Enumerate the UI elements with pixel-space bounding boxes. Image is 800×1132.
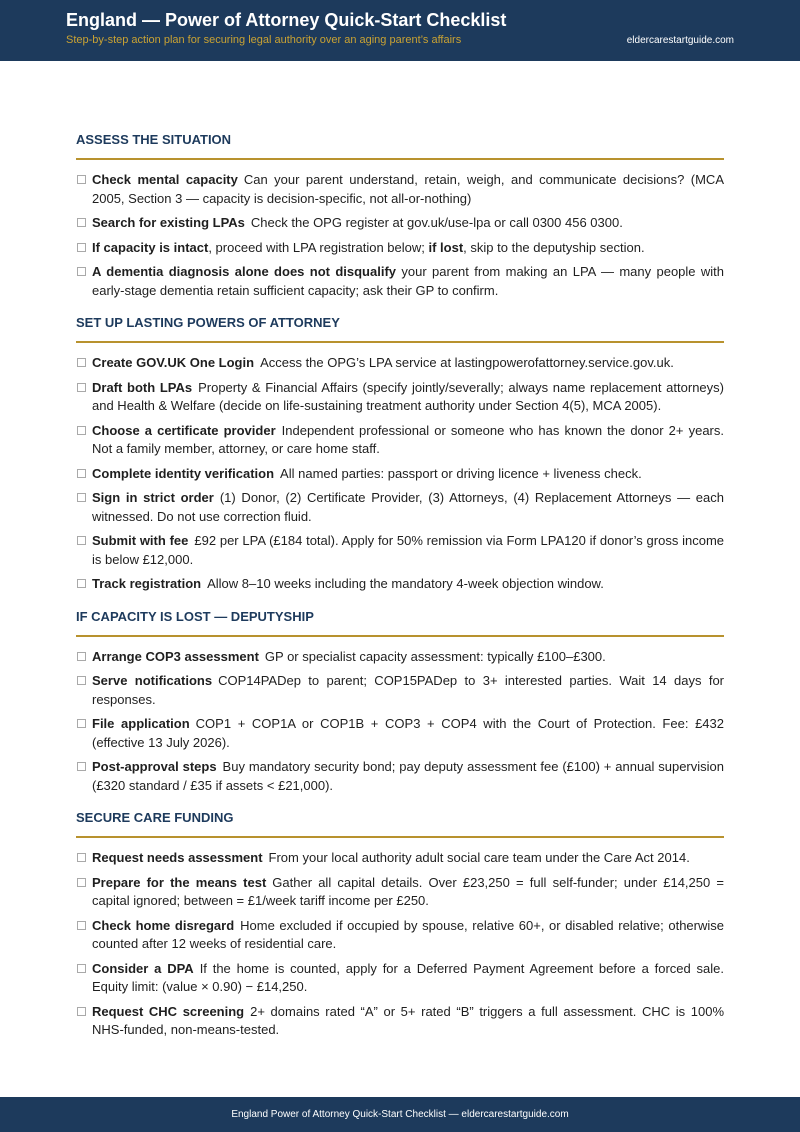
item-lead: Choose a certificate provider	[92, 422, 276, 438]
item-text: COP14PADep to parent; COP15PADep to 3+ interested parties. Wait 14 days for responses.	[92, 673, 725, 707]
checklist-item	[76, 239, 724, 258]
site-url[interactable]: eldercarestartguide.com	[626, 35, 734, 46]
item-text: 2+ domains rated “A” or 5+ rated “B” triggers a full assessment. CHC is 100% NHS-funded, non-means-tested.	[92, 1003, 725, 1037]
item-text: COP1 + COP1A or COP1B + COP3 + COP4 with the Court of Protection. Fee: £432 (effective 13 July 2026).	[92, 716, 725, 750]
item-lead: Search for existing LPAs	[92, 215, 245, 230]
checklist-item	[76, 648, 724, 667]
checkbox[interactable]	[77, 853, 86, 862]
checkbox[interactable]	[77, 267, 86, 276]
checkbox[interactable]	[77, 652, 86, 661]
item-lead: Check mental capacity	[92, 172, 238, 187]
item-lead: Prepare for the means test	[92, 874, 267, 890]
page-header	[0, 0, 800, 61]
item-lead: Consider a DPA	[92, 960, 194, 976]
checkbox[interactable]	[77, 358, 86, 367]
checklist-item	[76, 758, 724, 795]
checklist-content	[76, 131, 724, 1054]
page-subtitle: Step-by-step action plan for securing legal authority over an aging parent’s affairs	[66, 34, 462, 46]
item-lead: Request needs assessment	[92, 850, 263, 865]
item-text: From your local authority adult social care team under the Care Act 2014.	[268, 850, 690, 865]
item-lead: A dementia diagnosis alone does not disqualify	[92, 264, 397, 279]
item-text: Independent professional or someone who has known the donor 2+ years. Not a family member, attorney, or care home staff.	[92, 422, 724, 456]
item-lead: Sign in strict order	[92, 490, 214, 505]
checklist-item	[76, 672, 724, 709]
checkbox[interactable]	[77, 536, 86, 545]
item-lead: If capacity is intact	[92, 239, 209, 255]
checkbox[interactable]	[77, 426, 86, 435]
checkbox[interactable]	[77, 175, 86, 184]
item-lead: Check home disregard	[92, 917, 235, 933]
checklist-item	[76, 715, 724, 752]
item-text: , proceed with LPA registration below;	[208, 239, 425, 255]
checkbox[interactable]	[77, 964, 86, 973]
checklist-item	[76, 422, 724, 459]
item-text: Can your parent understand, retain, weigh, and communicate decisions? (MCA 2005, Section 3 — capacity is decision-specific, not all-or-nothing)	[92, 172, 724, 206]
section-deputyship	[76, 608, 724, 796]
checkbox[interactable]	[77, 676, 86, 685]
checklist-item	[76, 849, 724, 868]
checklist-item	[76, 960, 724, 997]
checkbox[interactable]	[77, 579, 86, 588]
section-title: IF CAPACITY IS LOST — DEPUTYSHIP	[76, 608, 724, 637]
checkbox[interactable]	[77, 383, 86, 392]
item-lead: Serve notifications	[92, 673, 213, 688]
item-text: £92 per LPA (£184 total). Apply for 50% remission via Form LPA120 if donor’s gross income is below £12,000.	[92, 533, 725, 567]
page-footer: England Power of Attorney Quick-Start Checklist — eldercarestartguide.com	[0, 1097, 800, 1132]
item-lead: Track registration	[92, 576, 202, 591]
item-text: Allow 8–10 weeks including the mandatory 4-week objection window.	[207, 576, 604, 591]
item-text: Check the OPG register at gov.uk/use-lpa or call 0300 456 0300.	[250, 215, 623, 230]
section-title: SET UP LASTING POWERS OF ATTORNEY	[76, 314, 724, 343]
checkbox[interactable]	[77, 719, 86, 728]
checklist-item	[76, 263, 724, 300]
checkbox[interactable]	[77, 762, 86, 771]
item-lead: Post-approval steps	[92, 759, 217, 774]
checklist-item	[76, 354, 724, 373]
checklist-item	[76, 379, 724, 416]
item-lead-secondary: if lost	[428, 239, 464, 255]
checklist-item	[76, 214, 724, 233]
checkbox[interactable]	[77, 493, 86, 502]
checklist-item	[76, 465, 724, 484]
checkbox[interactable]	[77, 1007, 86, 1016]
item-lead: Complete identity verification	[92, 465, 275, 481]
item-lead: File application	[92, 716, 190, 731]
checkbox[interactable]	[77, 243, 86, 252]
page-title: England — Power of Attorney Quick-Start Checklist	[66, 10, 507, 30]
item-text: Property & Financial Affairs (specify jointly/severally; always name replacement attorneys) and Health & Welfare (decide on life-sustaining treatment authority under Section 4(5), MCA 2005).	[92, 379, 724, 413]
item-text: Buy mandatory security bond; pay deputy assessment fee (£100) + annual supervision (£320 standard / £35 if assets < £21,000).	[92, 759, 724, 793]
item-lead: Draft both LPAs	[92, 379, 193, 395]
section-lpa	[76, 314, 724, 594]
checklist-item	[76, 532, 724, 569]
section-title: SECURE CARE FUNDING	[76, 809, 724, 838]
checklist-item	[76, 1003, 724, 1040]
checklist-item	[76, 171, 724, 208]
item-text: (1) Donor, (2) Certificate Provider, (3) Attorneys, (4) Replacement Attorneys — each witnessed. Do not use correction fluid.	[92, 490, 724, 524]
checkbox[interactable]	[77, 878, 86, 887]
item-text: Gather all capital details. Over £23,250 = full self-funder; under £14,250 = capital ignored; between = £1/week tariff income per £250.	[92, 874, 724, 908]
checkbox[interactable]	[77, 218, 86, 227]
checklist-item	[76, 575, 724, 594]
section-care-funding	[76, 809, 724, 1040]
item-text: If the home is counted, apply for a Deferred Payment Agreement before a forced sale. Equity limit: (value × 0.90) − £14,250.	[92, 960, 725, 994]
checklist-item	[76, 917, 724, 954]
checkbox[interactable]	[77, 469, 86, 478]
item-text-secondary: , skip to the deputyship section.	[463, 239, 645, 255]
checklist-item	[76, 874, 724, 911]
item-text: All named parties: passport or driving licence + liveness check.	[280, 465, 642, 481]
item-text: Home excluded if occupied by spouse, relative 60+, or disabled relative; otherwise counted after 12 weeks of residential care.	[92, 917, 724, 951]
item-lead: Create GOV.UK One Login	[92, 355, 255, 370]
item-text: GP or specialist capacity assessment: typically £100–£300.	[264, 648, 606, 664]
item-lead: Request CHC screening	[92, 1003, 245, 1019]
item-lead: Arrange COP3 assessment	[92, 648, 259, 664]
section-assess	[76, 131, 724, 300]
checkbox[interactable]	[77, 921, 86, 930]
item-text: Access the OPG’s LPA service at lastingpowerofattorney.service.gov.uk.	[260, 355, 674, 370]
item-text: your parent from making an LPA — many people with early-stage dementia retain sufficient capacity; ask their GP to confirm.	[92, 264, 724, 298]
checklist-item	[76, 489, 724, 526]
section-title: ASSESS THE SITUATION	[76, 131, 724, 160]
item-lead: Submit with fee	[92, 533, 189, 548]
